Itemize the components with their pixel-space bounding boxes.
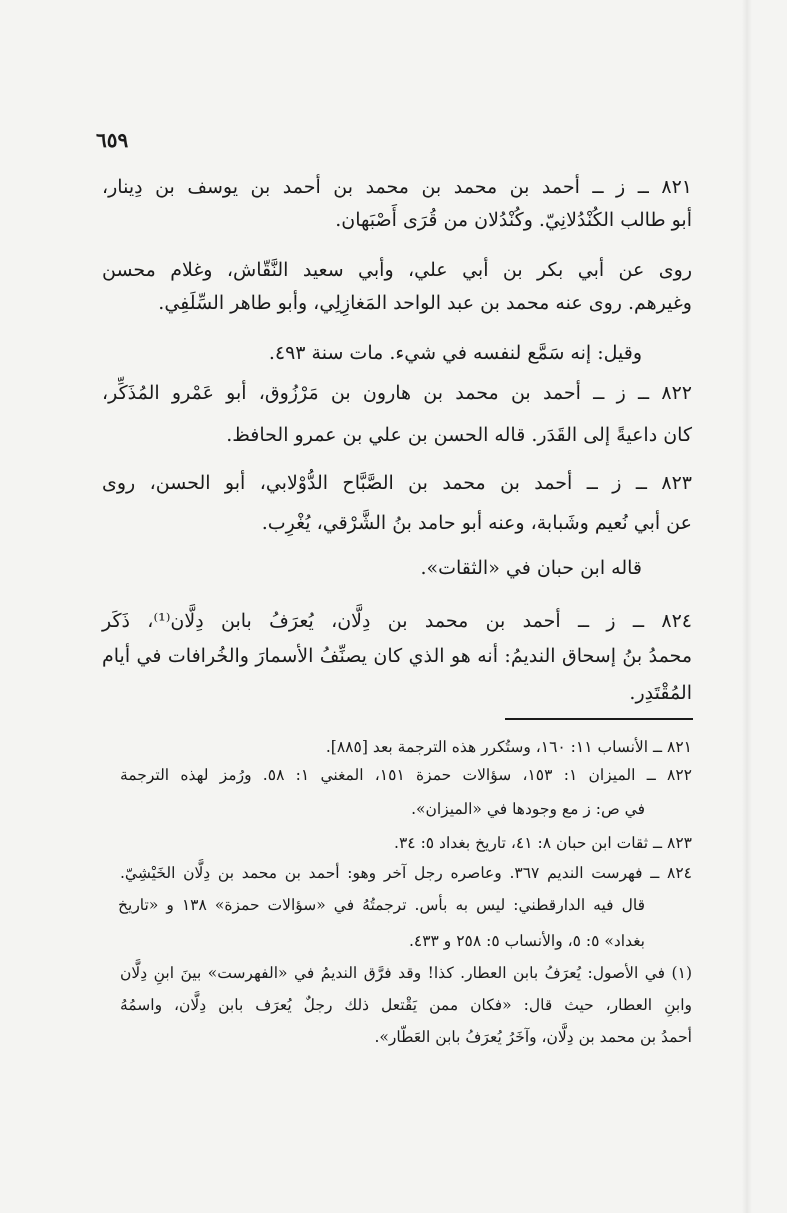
footnote-separator — [505, 718, 693, 720]
entry-823-line-2: عن أبي نُعيم وشَبابة، وعنه أبو حامد بنُ الشَّرْقي، يُغْرِب. — [261, 512, 692, 534]
footnote-821: ٨٢١ ــ الأنساب ١١: ١٦٠، وستُكرر هذه الترجمة بعد [٨٨٥]. — [325, 738, 692, 756]
footnote-1-line-1: (١) في الأصول: يُعرَفُ بابن العطار. كذا! وقد فرَّق النديمُ في «الفهرست» بينَ ابنِ دِلَّان — [120, 964, 692, 982]
entry-821-line-1: ٨٢١ ــ ز ــ أحمد بن محمد بن محمد بن أحمد بن يوسف بن دِينار، — [102, 176, 692, 198]
entry-821-narration-line-2: وغيرهم. روى عنه محمد بن عبد الواحد المَغازِلِي، وأبو طاهر السِّلَفِي. — [158, 292, 692, 314]
entry-821-death-note: وقيل: إنه سَمَّع لنفسه في شيء. مات سنة ٤٩٣. — [268, 342, 642, 364]
entry-824-line-1: ٨٢٤ ــ ز ــ أحمد بن محمد بن دِلَّان، يُعرَفُ بابن دِلَّان⁽¹⁾، ذَكَر — [102, 610, 693, 632]
footnote-824-line-2: قال فيه الدارقطني: ليس به بأس. ترجمتُهُ في «سؤالات حمزة» ١٣٨ و «تاريخ — [118, 896, 645, 914]
footnote-822-line-1: ٨٢٢ ــ الميزان ١: ١٥٣، سؤالات حمزة ١٥١، المغني ١: ٥٨. ورُمز لهذه الترجمة — [120, 766, 693, 784]
footnote-1-line-2: وابنِ العطار، حيث قال: «فكان ممن يَقْتعل ذلك رجلٌ يُعرَف بابن دِلَّان، واسمُهُ — [120, 996, 692, 1014]
entry-824-line-2: محمدُ بنُ إسحاق النديمُ: أنه هو الذي كان يصنِّفُ الأسمارَ والخُرافات في أيام — [102, 645, 692, 667]
entry-823-line-1: ٨٢٣ ــ ز ــ أحمد بن محمد بن الصَّبَّاح الدُّوْلابي، أبو الحسن، روى — [102, 472, 692, 494]
entry-824-line-3: المُقْتَدِر. — [629, 682, 692, 704]
entry-821-line-2: أبو طالب الكُنْدُلانِيّ. وكُنْدُلان من قُرَى أَصْبَهان. — [335, 209, 692, 231]
footnote-1-line-3: أحمدُ بن محمد بن دِلَّان، وآخَرُ يُعرَفُ بابن العَطّار». — [374, 1028, 692, 1046]
footnote-824-line-1: ٨٢٤ ــ فهرست النديم ٣٦٧. وعاصره رجل آخر وهو: أحمد بن محمد بن دِلَّان الخَيْشِيّ. — [120, 864, 693, 882]
entry-822-line-2: كان داعيةً إلى القَدَر. قاله الحسن بن علي بن عمرو الحافظ. — [226, 424, 692, 446]
entry-823-source-note: قاله ابن حبان في «الثقات». — [420, 557, 642, 579]
footnote-822-line-2: في ص: ز مع وجودها في «الميزان». — [411, 800, 645, 818]
footnote-823: ٨٢٣ ــ ثقات ابن حبان ٨: ٤١، تاريخ بغداد ٥: ٣٤. — [394, 834, 692, 852]
footnote-824-line-3: بغداد» ٥: ٥، والأنساب ٥: ٢٥٨ و ٤٣٣. — [408, 932, 645, 950]
page-number: ٦٥٩ — [96, 128, 129, 152]
entry-821-narration-line-1: روى عن أبي بكر بن أبي علي، وأبي سعيد النَّقّاش، وغلام محسن — [102, 259, 692, 281]
page-gutter-shadow — [742, 0, 752, 1213]
entry-822-line-1: ٨٢٢ ــ ز ــ أحمد بن محمد بن هارون بن مَرْزُوق، أبو عَمْرو المُذَكِّر، — [102, 382, 692, 404]
